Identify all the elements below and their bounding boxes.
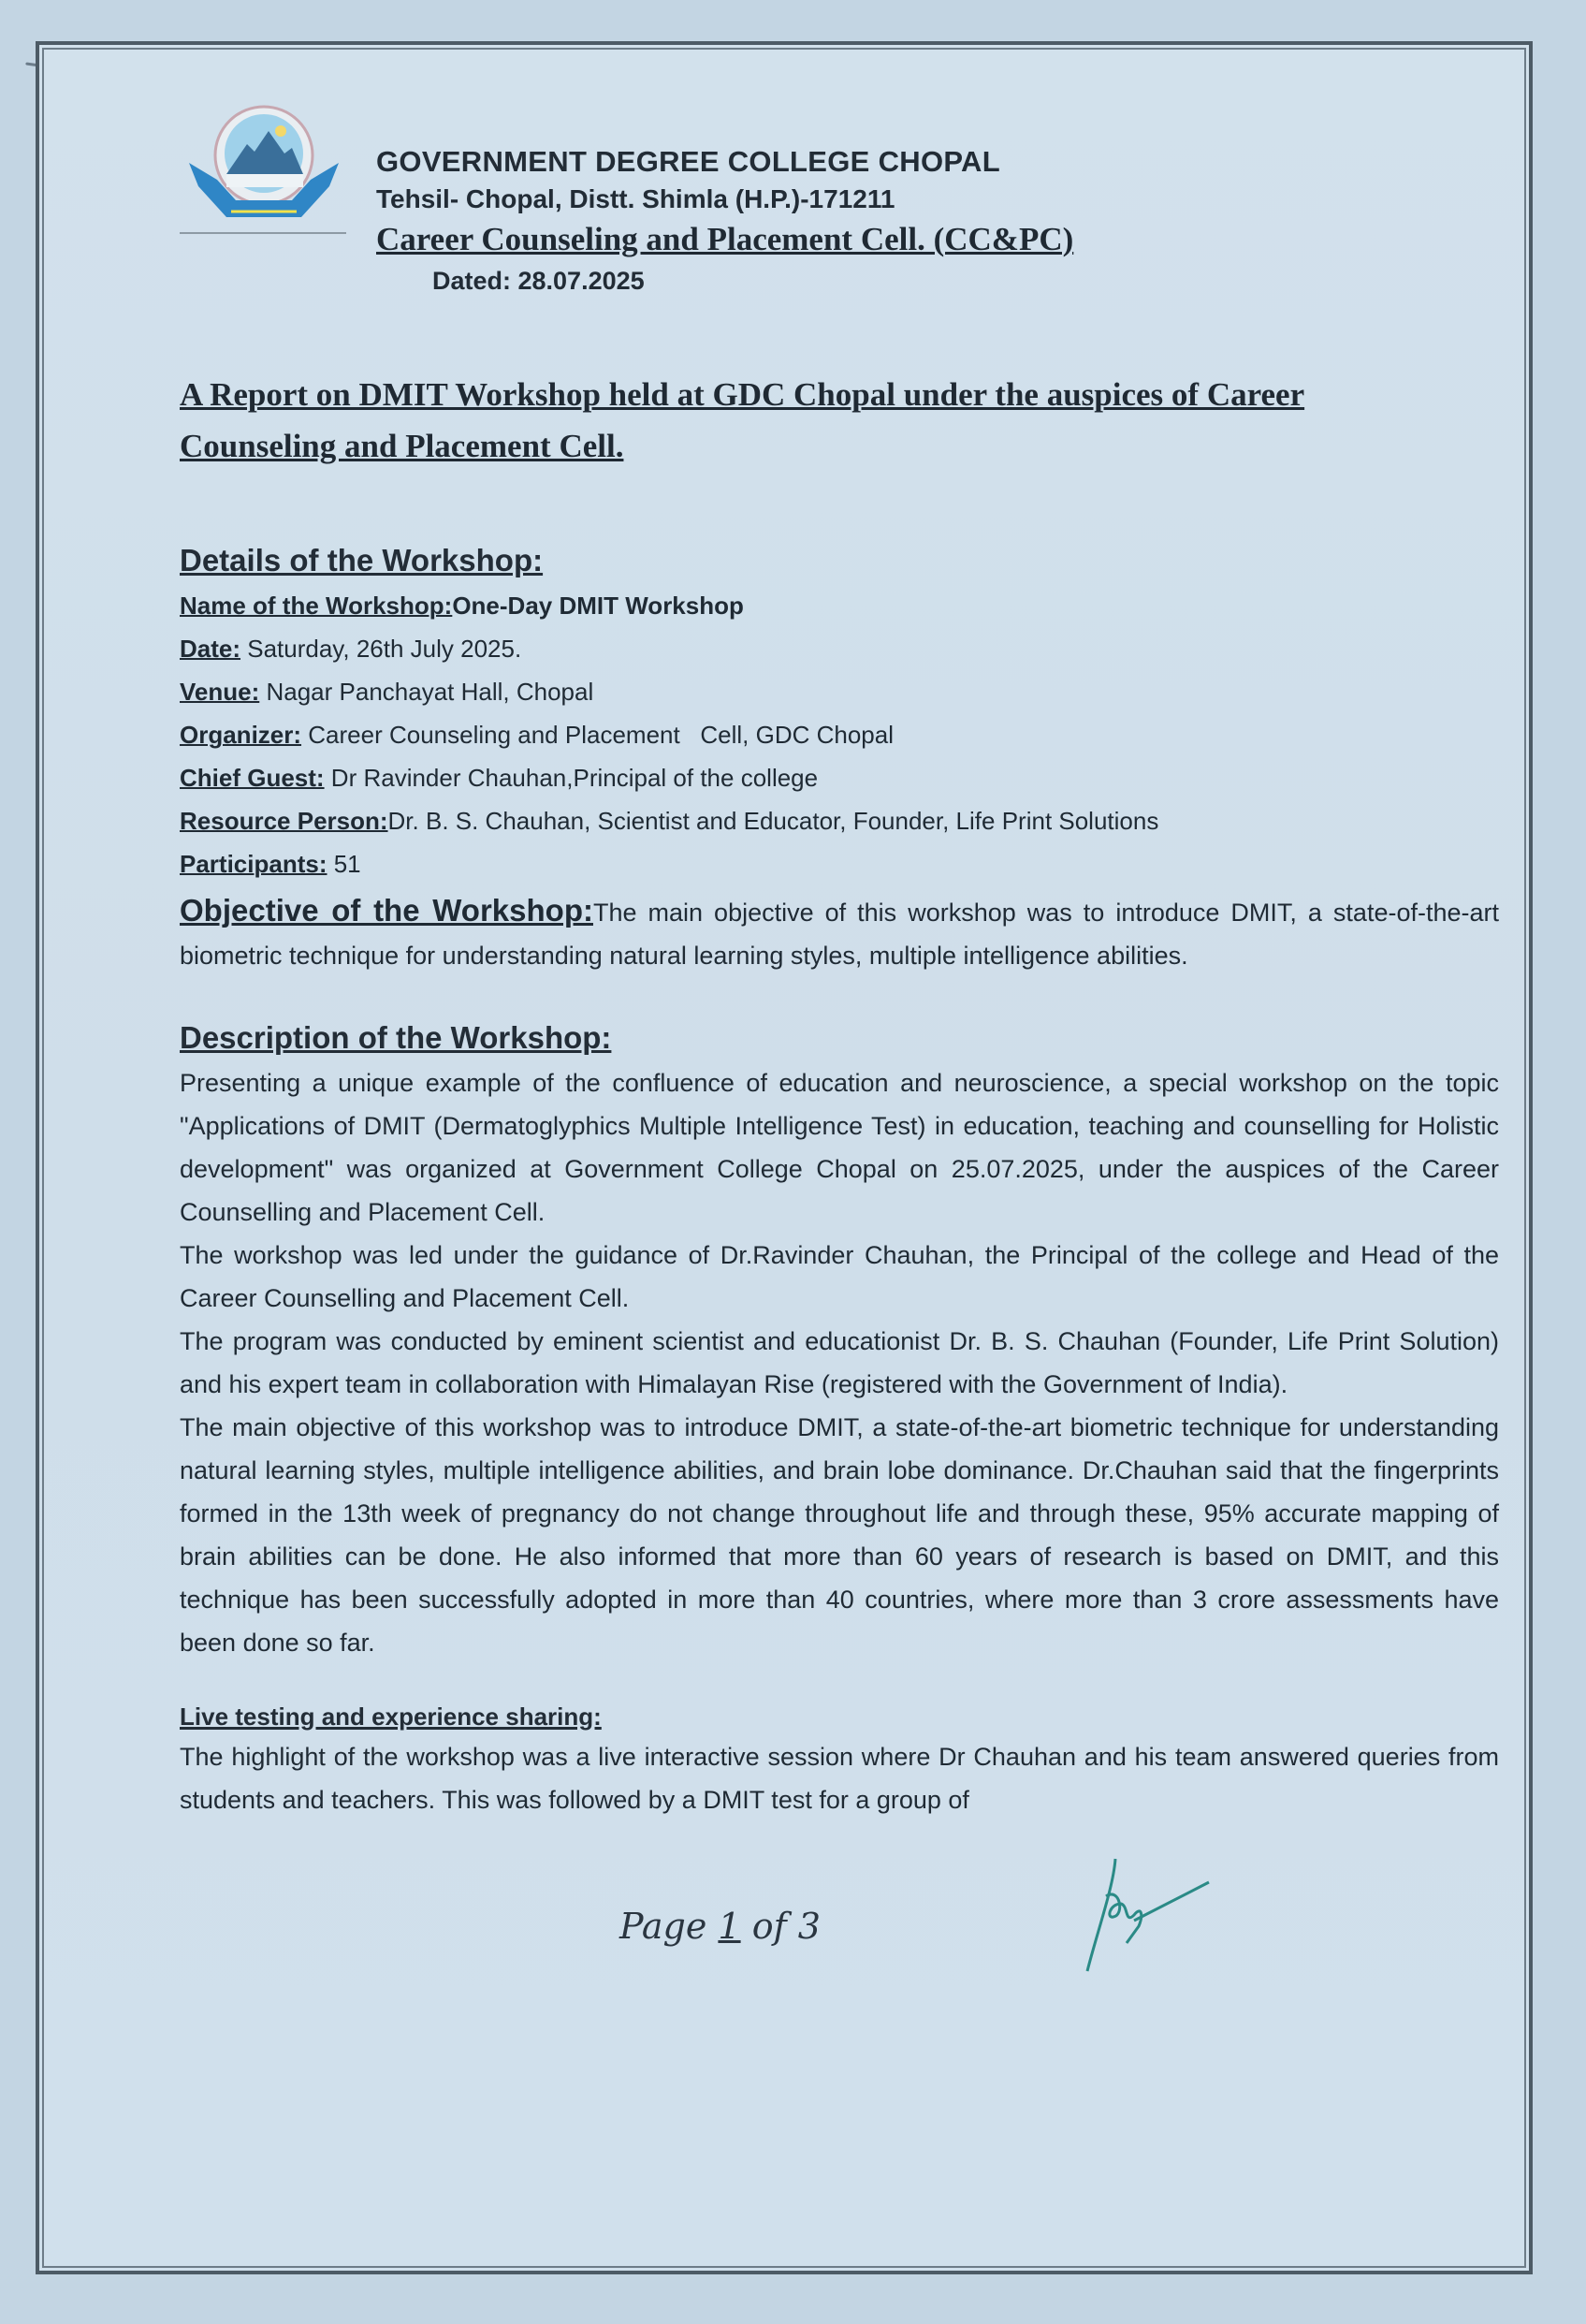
page-of: of	[740, 1906, 798, 1947]
college-name: GOVERNMENT DEGREE COLLEGE CHOPAL	[376, 145, 1000, 178]
handwritten-signature-icon	[1069, 1849, 1256, 1981]
objective-text: The main objective of this workshop was to introduce DMIT, a state-of-the-art biometric technique for understanding natural learning styles, multiple intelligence abilities.	[180, 899, 1500, 970]
page-number	[619, 1906, 821, 1947]
college-emblem-mountain-icon	[180, 97, 348, 228]
college-address: Tehsil- Chopal, Distt. Shimla (H.P.)-171211	[376, 184, 895, 213]
detail-venue	[180, 670, 1499, 713]
detail-label: Organizer:	[180, 721, 302, 749]
document-page	[36, 41, 1533, 2274]
detail-label: Venue:	[180, 678, 260, 706]
detail-label: Participants:	[180, 850, 327, 878]
detail-participants	[180, 842, 1499, 885]
report-body	[180, 537, 1499, 1821]
logo-divider	[180, 232, 346, 234]
letterhead	[180, 97, 1491, 350]
objective-block	[180, 889, 1499, 977]
detail-workshop-name	[180, 584, 1499, 627]
detail-label: Name of the Workshop:	[180, 592, 453, 620]
letter-date: Dated: 28.07.2025	[432, 267, 645, 295]
detail-value: One-Day DMIT Workshop	[452, 592, 744, 620]
description-paragraph: The main objective of this workshop was to introduce DMIT, a state-of-the-art biometric technique for understanding natural learning styles, multiple intelligence abilities, and brain lobe dominance. Dr.Chauhan said that the fingerprints formed in the 13th week of pregnancy do not change throughout life and through these, 95% accurate mapping of brain abilities can be done. He also informed that more than 60 years of research is based on DMIT, and this technique has been successfully adopted in more than 40 countries, where more than 3 crore assessments have been done so far.	[180, 1413, 1499, 1657]
page-current: 1	[718, 1906, 741, 1947]
detail-label: Date:	[180, 635, 241, 663]
detail-value: Career Counseling and Placement Cell, GDC Chopal	[301, 721, 895, 749]
detail-value: 51	[327, 850, 361, 878]
description-paragraph: The workshop was led under the guidance of Dr.Ravinder Chauhan, the Principal of the college and Head of the Career Counselling and Placement Cell.	[180, 1241, 1499, 1312]
description-body	[180, 1061, 1499, 1664]
live-testing-text: The highlight of the workshop was a live interactive session where Dr Chauhan and his team answered queries from students and teachers. This was followed by a DMIT test for a group of	[180, 1743, 1499, 1814]
page-footer	[180, 1849, 1491, 1999]
detail-chief-guest	[180, 756, 1499, 799]
detail-value: Nagar Panchayat Hall, Chopal	[259, 678, 594, 706]
detail-resource-person	[180, 799, 1499, 842]
detail-value: Dr Ravinder Chauhan,Principal of the college	[324, 764, 819, 792]
detail-organizer	[180, 713, 1499, 756]
description-paragraph: Presenting a unique example of the confluence of education and neuroscience, a special workshop on the topic "Applications of DMIT (Dermatoglyphics Multiple Intelligence Test) in education, teaching and counselling for Holistic development" was organized at Government College Chopal on 25.07.2025, under the auspices of the Career Counselling and Placement Cell.	[180, 1069, 1499, 1226]
page-prefix: Page	[619, 1906, 719, 1947]
report-title: A Report on DMIT Workshop held at GDC Chopal under the auspices of Career Counseling and Placement Cell.	[180, 376, 1305, 464]
details-heading: Details of the Workshop:	[180, 543, 544, 577]
page-total: 3	[797, 1906, 821, 1947]
description-heading: Description of the Workshop:	[180, 1020, 612, 1055]
detail-value: Saturday, 26th July 2025.	[240, 635, 522, 663]
detail-label: Chief Guest:	[180, 764, 325, 792]
objective-heading: Objective of the Workshop:	[180, 893, 593, 928]
description-paragraph: The program was conducted by eminent scientist and educationist Dr. B. S. Chauhan (Founder, Life Print Solution) and his expert team in collaboration with Himalayan Rise (registered with the Government of India).	[180, 1327, 1499, 1398]
cell-name: Career Counseling and Placement Cell. (CC&PC)	[376, 221, 1074, 257]
detail-label: Resource Person:	[180, 807, 388, 835]
live-testing-heading: Live testing and experience sharing:	[180, 1703, 602, 1731]
letterhead-text	[376, 142, 1073, 300]
detail-date	[180, 627, 1499, 670]
detail-value: Dr. B. S. Chauhan, Scientist and Educator, Founder, Life Print Solutions	[387, 807, 1159, 835]
